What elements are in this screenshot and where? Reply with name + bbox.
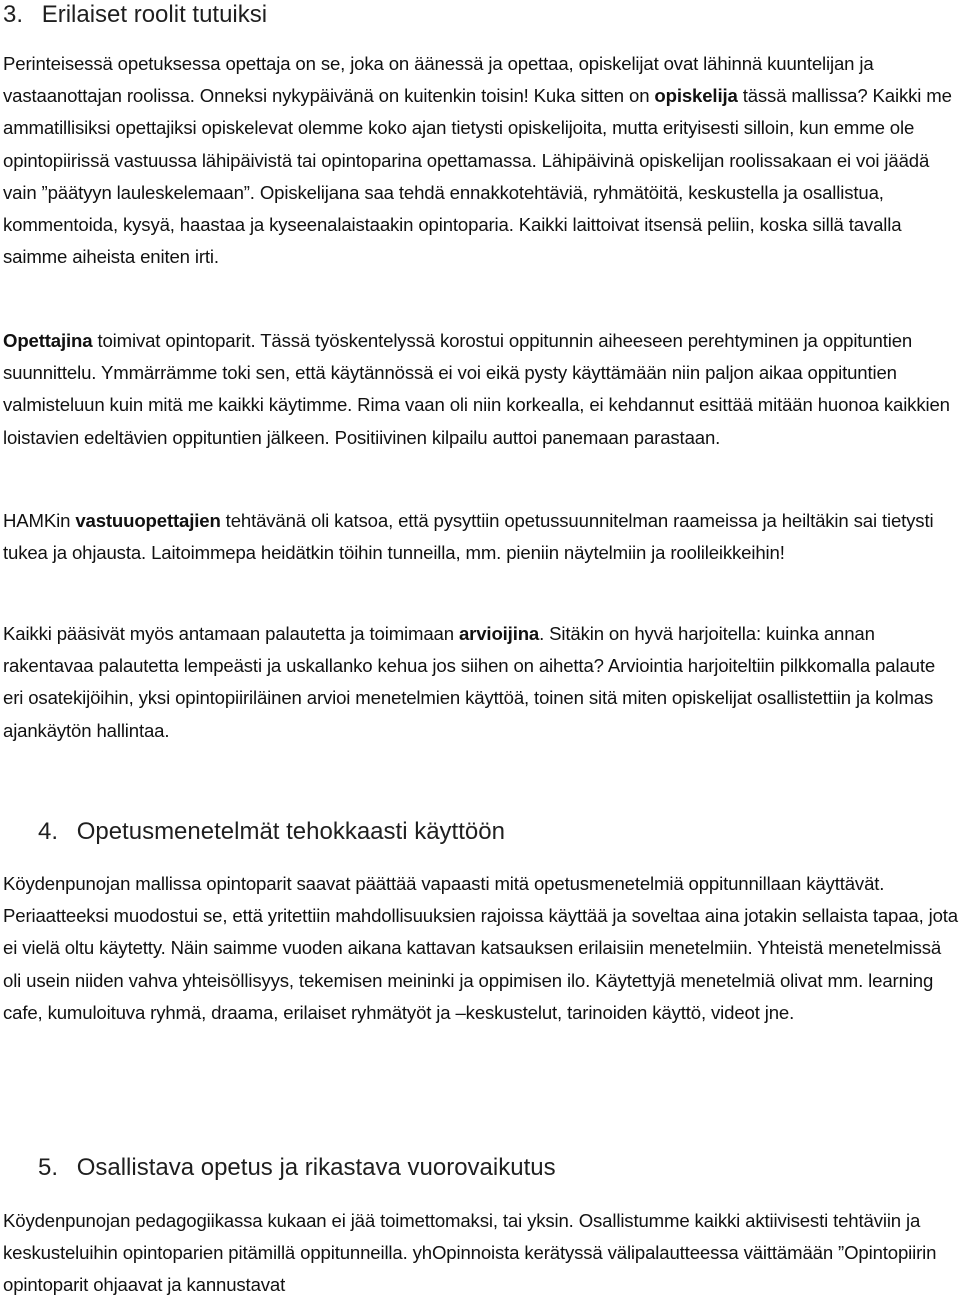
section-number: 4.	[38, 818, 59, 845]
section-heading-3	[3, 1, 267, 29]
paragraph: HAMKin vastuuopettajien tehtävänä oli katsoa, että pysyttiin opetussuunnitelman raameissa ja heiltäkin sai tietysti tukea ja ohjausta. Laitoimmepa heidätkin töihin tunneilla, mm. pieniin näytelmiin ja roolileikkeihin!	[3, 510, 934, 564]
section-heading-5	[38, 1154, 556, 1182]
section-title: Opetusmenetelmät tehokkaasti käyttöön	[76, 818, 505, 845]
bold-term: arvioijina	[458, 623, 540, 644]
paragraph: Köydenpunojan mallissa opintoparit saavat päättää vapaasti mitä opetusmenetelmiä oppitunnillaan käyttävät. Periaatteeksi muodostui se, että yritettiin mahdollisuuksien rajoissa käyttää ja soveltaa aina jotakin sellaista tapaa, jota ei vielä oltu käytetty. Näin saimme vuoden aikana kattavan katsauksen erilaisiin menetelmiin. Yhteistä menetelmissä oli usein niiden vahva yhteisöllisyys, tekemisen meininki ja oppimisen ilo. Käytettyjä menetelmiä olivat mm. learning cafe, kumuloituva ryhmä, draama, erilaiset ryhmätyöt ja –keskustelut, tarinoiden käyttö, videot jne.	[3, 873, 959, 1023]
paragraph: Kaikki pääsivät myös antamaan palautetta ja toimimaan arvioijina. Sitäkin on hyvä harjoitella: kuinka annan rakentavaa palautetta lempeästi ja uskallanko kehua jos siihen on aihetta? Arviointia harjoiteltiin pilkkomalla palaute eri osatekijöihin, yksi opintopiiriläinen arvioi menetelmien käyttöä, toinen sitä miten opiskelijat osallistettiin ja kolmas ajankäytön hallintaa.	[3, 623, 936, 741]
paragraph: Perinteisessä opetuksessa opettaja on se, joka on äänessä ja opettaa, opiskelijat ovat lähinnä kuuntelijan ja vastaanottajan roolissa. Onneksi nykypäivänä on kuitenkin toisin! Kuka sitten on opiskelija tässä mallissa? Kaikki me ammatillisiksi opettajiksi opiskelevat olemme koko ajan tietysti opiskelijoita, mutta erityisesti silloin, kun emme ole opintopiirissä vastuussa lähipäivistä tai opintoparina opettamassa. Lähipäivinä opiskelijan roolissakaan ei voi jäädä vain ”päätyyn lauleskelemaan”. Opiskelijana saa tehdä ennakkotehtäviä, ryhmätöitä, keskustella ja osallistua, kommentoida, kysyä, haastaa ja kyseenalaistaakin opintoparia. Kaikki laittoivat itsensä peliin, koska sillä tavalla saimme aiheista eniten irti.	[3, 53, 952, 268]
bold-term: opiskelija	[654, 85, 738, 107]
paragraph: Opettajina toimivat opintoparit. Tässä työskentelyssä korostui oppitunnin aiheeseen perehtyminen ja oppituntien suunnittelu. Ymmärrämme toki sen, että käytännössä ei voi eikä pysty käyttämään niin paljon aikaa oppituntien valmisteluun kuin mitä me kaikki käytimme. Rima vaan oli niin korkealla, ei kehdannut esittää mitään huonoa kaikkien loistavien edeltävien oppituntien jälkeen. Positiivinen kilpailu auttoi panemaan parastaan.	[3, 330, 950, 448]
section-number: 3.	[3, 1, 24, 28]
paragraph: Köydenpunojan pedagogiikassa kukaan ei jää toimettomaksi, tai yksin. Osallistumme kaikki aktiivisesti tehtäviin ja keskusteluihin opintoparien pitämillä oppitunneilla. yhOpinnoista kerätyssä välipalautteessa väittämään ”Opintopiirin opintoparit ohjaavat ja kannustavat	[3, 1210, 937, 1296]
section-number: 5.	[38, 1154, 59, 1181]
section-title: Erilaiset roolit tutuiksi	[41, 1, 268, 28]
section-title: Osallistava opetus ja rikastava vuorovaikutus	[76, 1154, 556, 1181]
bold-term: vastuuopettajien	[75, 510, 221, 531]
bold-term: Opettajina	[3, 330, 93, 351]
section-heading-4	[38, 818, 505, 846]
